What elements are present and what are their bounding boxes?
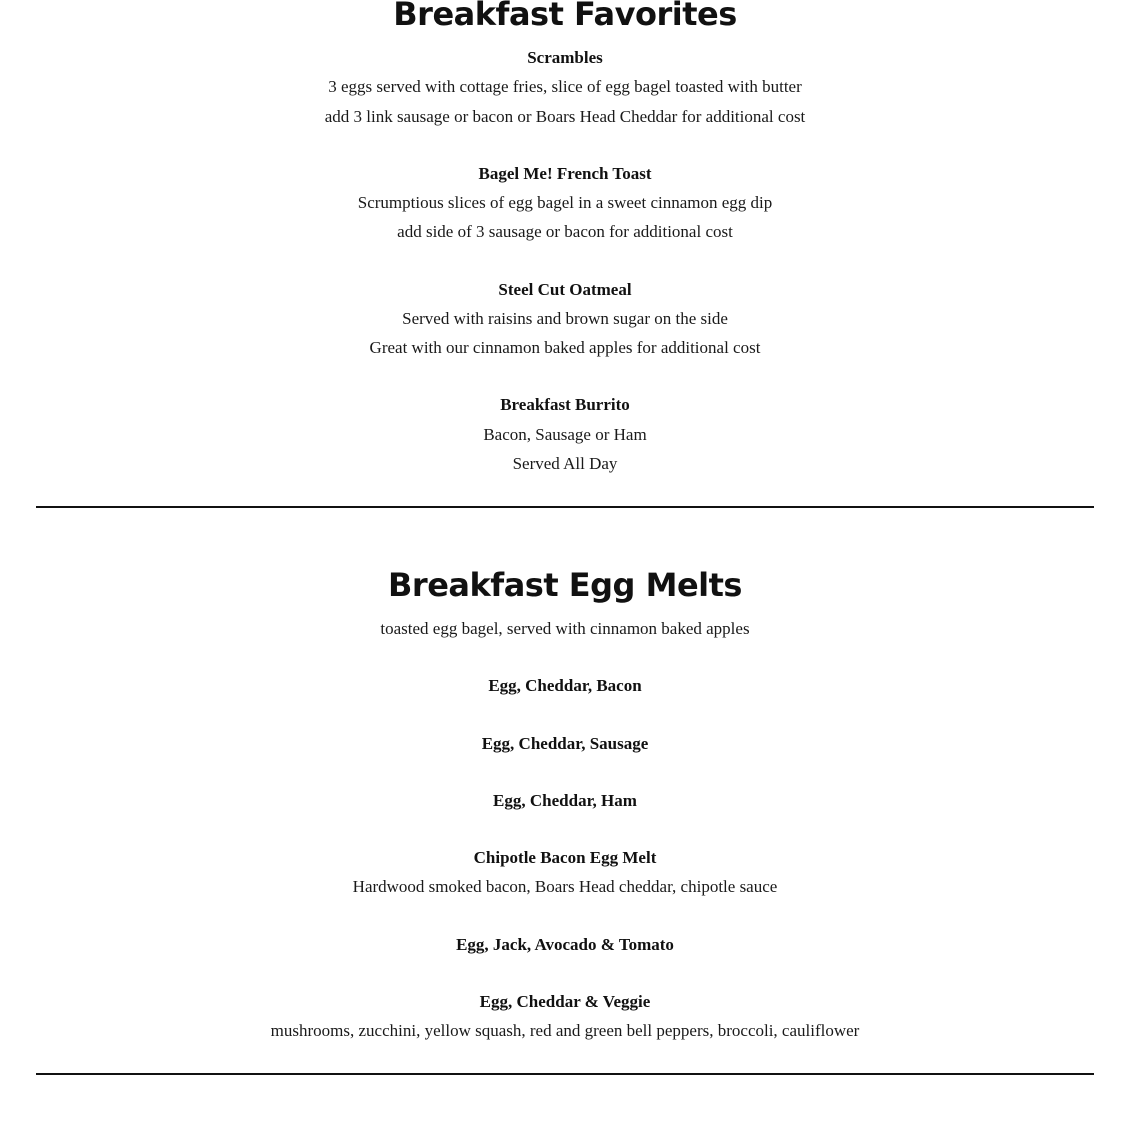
menu-item-description: add 3 link sausage or bacon or Boars Head Cheddar for additional cost: [324, 107, 806, 126]
menu-item-description: 3 eggs served with cottage fries, slice of egg bagel toasted with butter: [328, 77, 802, 96]
menu-item-description: Served All Day: [512, 454, 618, 473]
menu-item-description: Bacon, Sausage or Ham: [483, 425, 647, 444]
menu-item-name: Bagel Me! French Toast: [478, 164, 652, 183]
menu-item-description: Hardwood smoked bacon, Boars Head cheddar, chipotle sauce: [352, 877, 778, 896]
menu-item-name: Egg, Cheddar, Ham: [493, 791, 637, 810]
menu-item-description: add side of 3 sausage or bacon for additional cost: [397, 222, 733, 241]
menu-item-description: Served with raisins and brown sugar on the side: [402, 309, 728, 328]
section-divider: [36, 1073, 1094, 1075]
section-title: Breakfast Favorites: [393, 0, 737, 33]
menu-item-name: Breakfast Burrito: [500, 395, 630, 414]
menu-item-description: mushrooms, zucchini, yellow squash, red and green bell peppers, broccoli, cauliflower: [270, 1021, 860, 1040]
menu-item-name: Egg, Jack, Avocado & Tomato: [456, 935, 674, 954]
section-divider: [36, 506, 1094, 508]
menu-item-name: Chipotle Bacon Egg Melt: [473, 848, 657, 867]
menu-item-description: Great with our cinnamon baked apples for additional cost: [369, 338, 761, 357]
section-subtitle: toasted egg bagel, served with cinnamon baked apples: [380, 619, 750, 638]
menu-item-name: Scrambles: [527, 48, 603, 67]
menu-item-name: Egg, Cheddar, Sausage: [481, 734, 649, 753]
section-title: Breakfast Egg Melts: [388, 566, 742, 604]
menu-item-name: Egg, Cheddar, Bacon: [488, 676, 642, 695]
menu-item-name: Steel Cut Oatmeal: [498, 280, 632, 299]
menu-item-name: Egg, Cheddar & Veggie: [479, 992, 651, 1011]
menu-item-description: Scrumptious slices of egg bagel in a sweet cinnamon egg dip: [357, 193, 773, 212]
